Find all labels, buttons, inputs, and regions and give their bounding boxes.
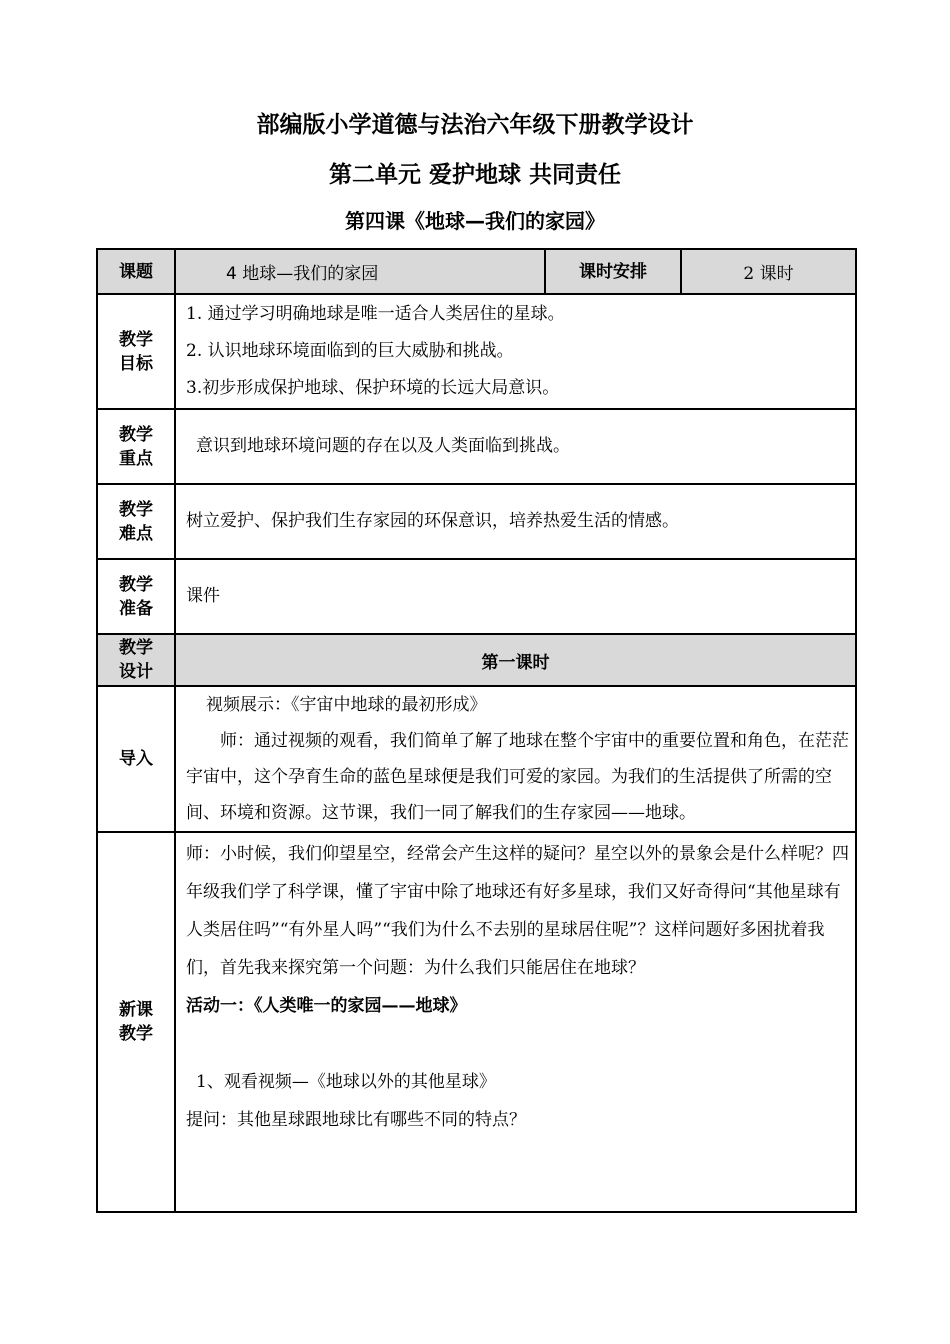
new-lesson-row <box>97 832 856 1212</box>
schedule-value: 2 课时 <box>681 249 856 294</box>
lesson-title: 第四课《地球—我们的家园》 <box>345 209 605 233</box>
design-text: 第一课时 <box>175 634 856 686</box>
new-lesson-cell <box>175 832 856 1212</box>
new-lesson-label: 新课 教学 <box>97 832 175 1212</box>
goals-cell <box>175 294 856 409</box>
difficulties-text: 树立爱护、保护我们生存家园的环保意识，培养热爱生活的情感。 <box>175 484 856 559</box>
intro-cell <box>175 686 856 832</box>
goal-item: 1. 通过学习明确地球是唯一适合人类居住的星球。 <box>186 304 565 324</box>
goal-item: 2. 认识地球环境面临到的巨大威胁和挑战。 <box>186 341 514 361</box>
key-points-row <box>97 409 856 484</box>
new-lesson-text: 师：小时候，我们仰望星空，经常会产生这样的疑问？星空以外的景象会是什么样呢？四年级我们学了科学课，懂了宇宙中除了地球还有好多星球，我们又好奇得问“其他星球有人类居住吗”“有外星人吗”“我们为什么不去别的星球居住呢”？这样问题好多困扰着我们，首先我来探究第一个问题：为什么我们只能居住在地球？ <box>186 844 849 978</box>
preparation-row <box>97 559 856 634</box>
design-row <box>97 634 856 686</box>
activity-step: 1、观看视频—《地球以外的其他星球》 <box>196 1072 496 1092</box>
intro-label: 导入 <box>97 686 175 832</box>
intro-row <box>97 686 856 832</box>
activity-title: 活动一：《人类唯一的家园——地球》 <box>186 996 467 1016</box>
preparation-text: 课件 <box>175 559 856 634</box>
design-label: 教学 设计 <box>97 634 175 686</box>
difficulties-row <box>97 484 856 559</box>
lesson-plan-table <box>96 248 857 1213</box>
document-title: 部编版小学道德与法治六年级下册教学设计 <box>256 112 694 138</box>
course-row <box>97 249 856 294</box>
key-points-label: 教学 重点 <box>97 409 175 484</box>
goals-row <box>97 294 856 409</box>
schedule-label: 课时安排 <box>545 249 681 294</box>
course-label: 课题 <box>97 249 175 294</box>
goals-label: 教学 目标 <box>97 294 175 409</box>
unit-title: 第二单元 爱护地球 共同责任 <box>328 162 621 188</box>
intro-text: 师：通过视频的观看，我们简单了解了地球在整个宇宙中的重要位置和角色，在茫茫宇宙中，这个孕育生命的蓝色星球便是我们可爱的家园。为我们的生活提供了所需的空间、环境和资源。这节课，我们一同了解我们的生存家园——地球。 <box>186 731 849 823</box>
intro-video: 视频展示：《宇宙中地球的最初形成》 <box>206 695 487 715</box>
course-value: 4 地球—我们的家园 <box>175 249 545 294</box>
difficulties-label: 教学 难点 <box>97 484 175 559</box>
preparation-label: 教学 准备 <box>97 559 175 634</box>
key-points-text: 意识到地球环境问题的存在以及人类面临到挑战。 <box>175 409 856 484</box>
goal-item: 3.初步形成保护地球、保护环境的长远大局意识。 <box>186 378 560 398</box>
activity-question: 提问：其他星球跟地球比有哪些不同的特点？ <box>186 1110 526 1130</box>
